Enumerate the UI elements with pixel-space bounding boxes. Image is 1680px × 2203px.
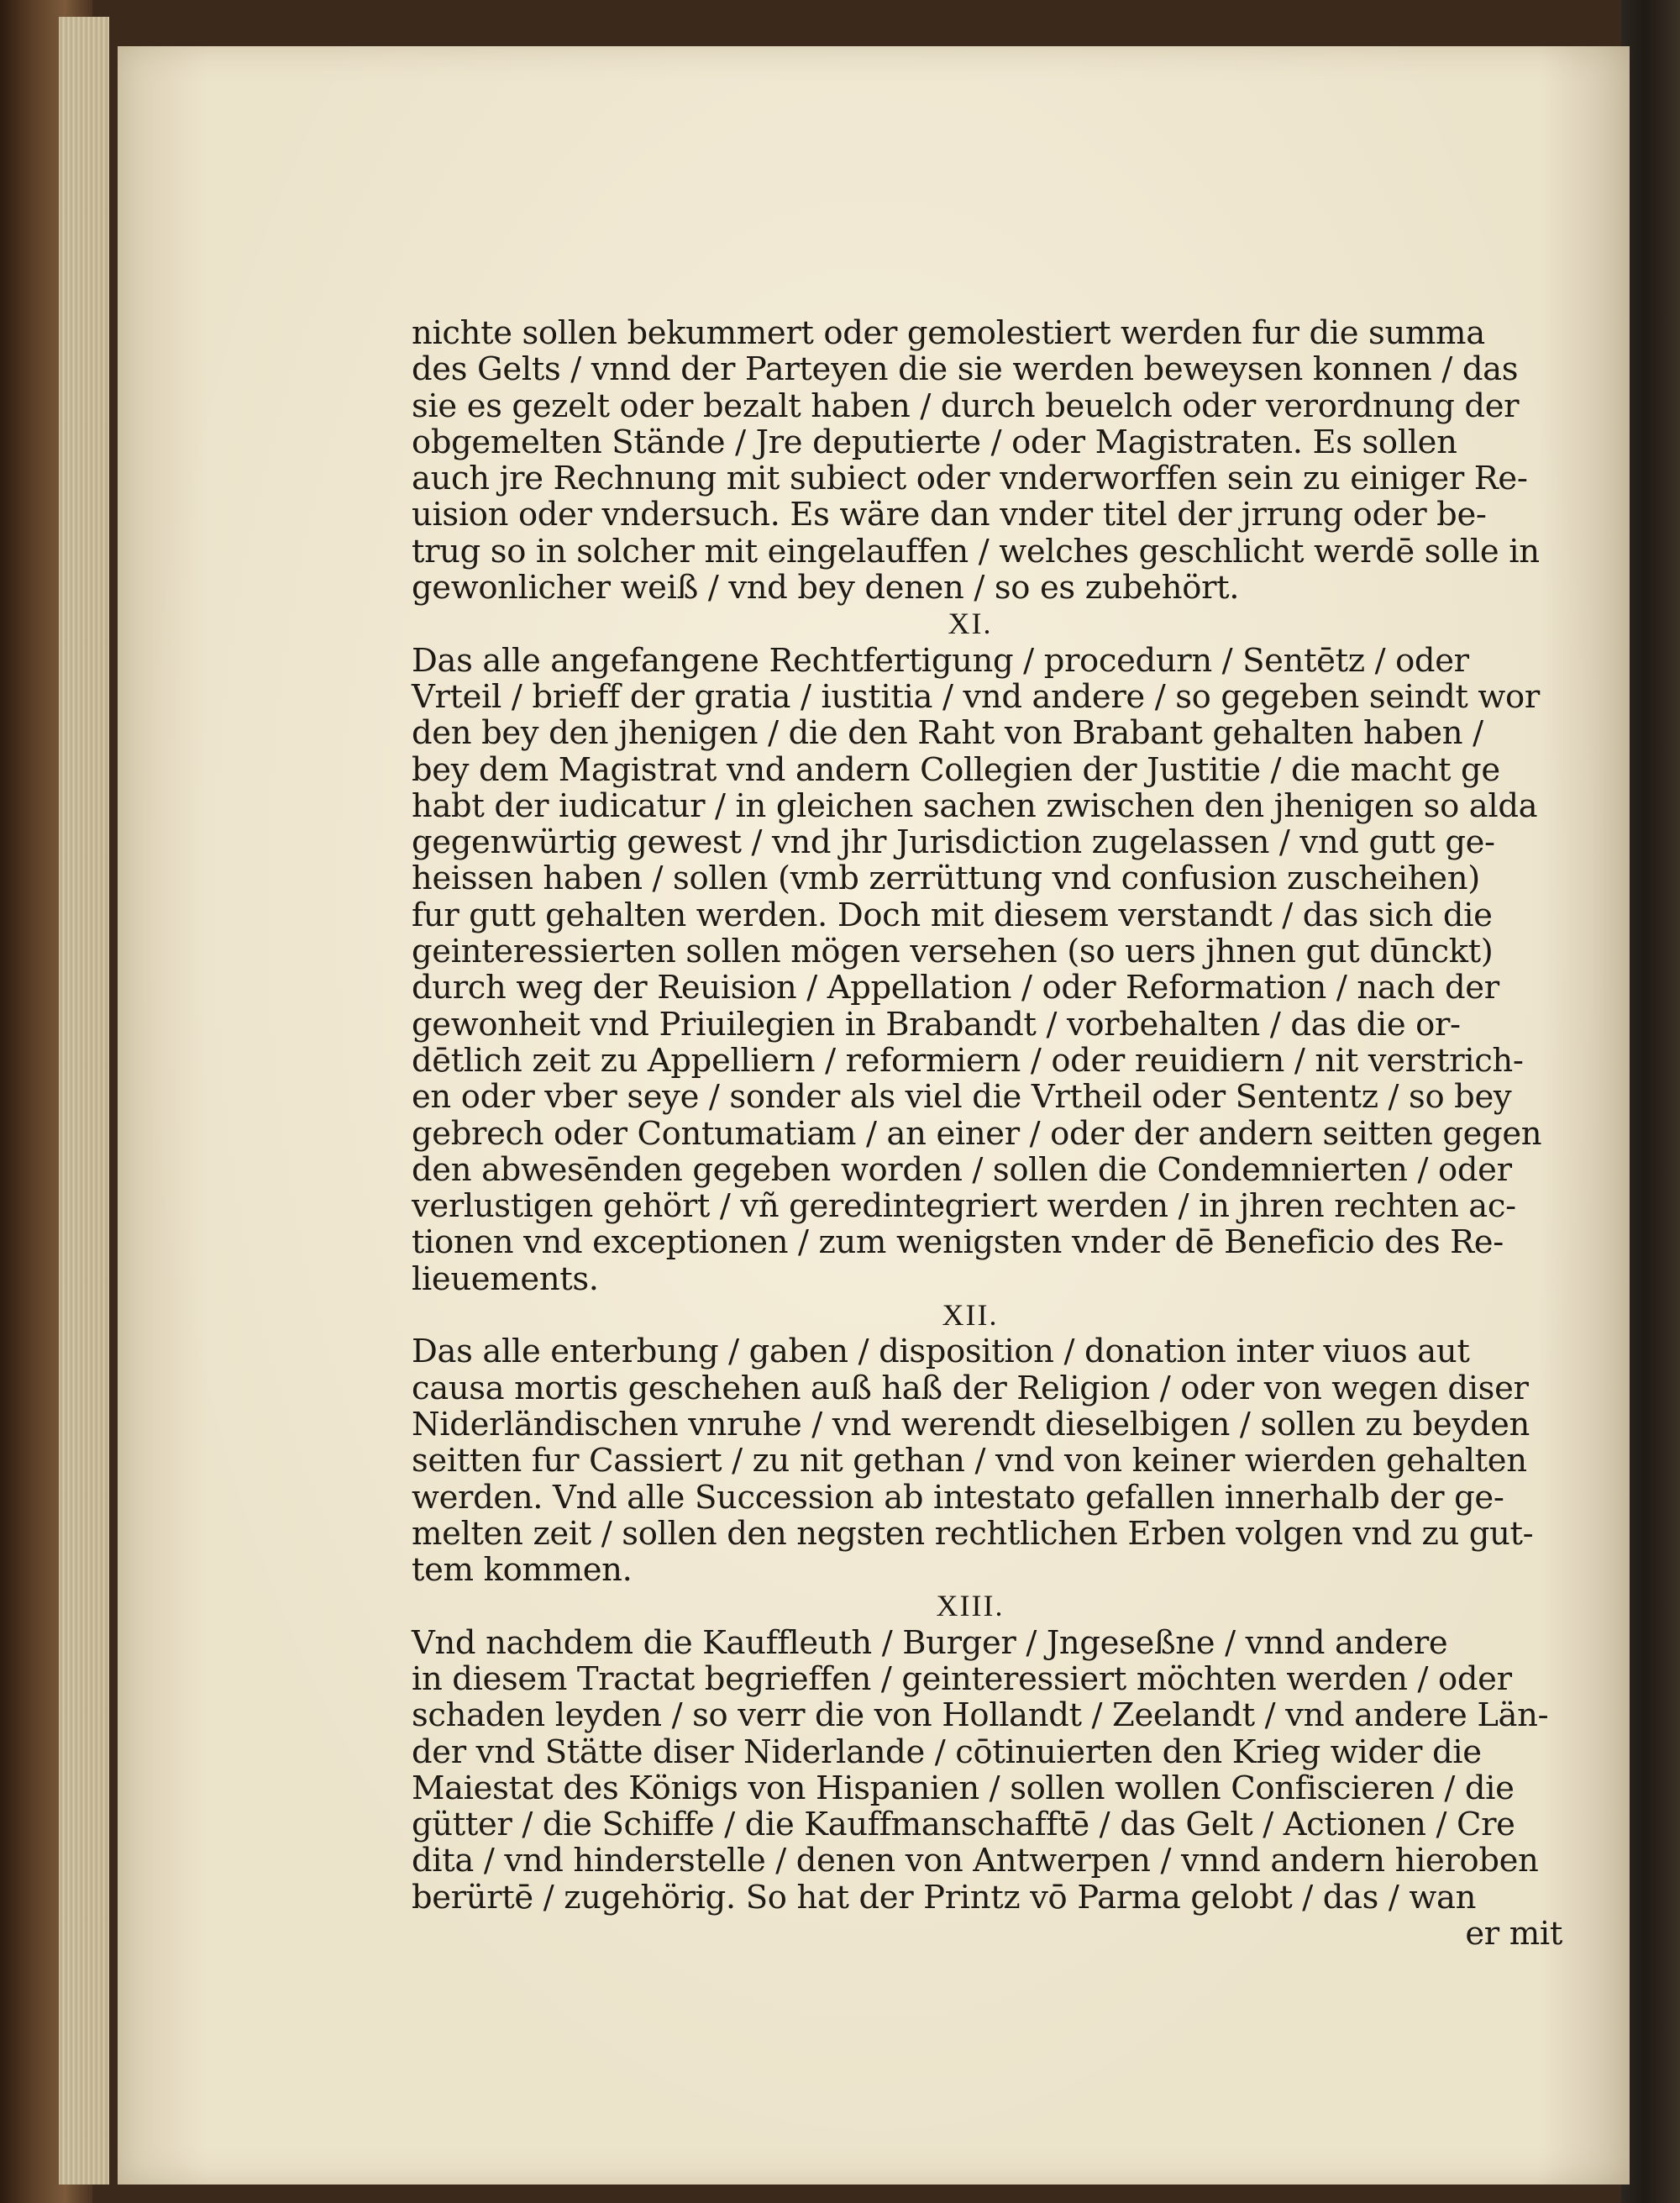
- text-line: tionen vnd exceptionen / zum wenigsten vnder dē Beneficio des Re-: [412, 1223, 1504, 1262]
- text-line: der vnd Stätte diser Niderlande / cōtinuierten den Krieg wider die: [412, 1732, 1482, 1771]
- page-edges: [59, 17, 109, 2185]
- text-line: den abwesēnden gegeben worden / sollen die Condemnierten / oder: [412, 1150, 1512, 1189]
- text-line: trug so in solcher mit eingelauffen / welches geschlicht werdē solle in: [412, 532, 1540, 570]
- text-line: auch jre Rechnung mit subiect oder vnderworffen sein zu einiger Re-: [412, 460, 1528, 498]
- text-line: des Gelts / vnnd der Parteyen die sie werden beweysen konnen / das: [412, 350, 1519, 389]
- text-line: habt der iudicatur / in gleichen sachen zwischen den jhenigen so alda: [412, 786, 1538, 825]
- text-line: gegenwürtig gewest / vnd jhr Jurisdiction zugelassen / vnd gutt ge-: [412, 823, 1495, 862]
- text-line: fur gutt gehalten werden. Doch mit diesem verstandt / das sich die: [412, 896, 1493, 934]
- catchword: er mit: [1465, 1915, 1562, 1953]
- text-line: heissen haben / sollen (vmb zerrüttung vnd confusion zuscheihen): [412, 860, 1480, 898]
- text-line: en oder vber seye / sonder als viel die Vrtheil oder Sententz / so bey: [412, 1078, 1512, 1117]
- text-line: Maiestat des Königs von Hispanien / sollen wollen Confiscieren / die: [412, 1769, 1515, 1807]
- text-line: bey dem Magistrat vnd andern Collegien der Justitie / die macht ge: [412, 750, 1500, 789]
- text-line: berürtē / zugehörig. So hat der Printz vō Parma gelobt / das / wan: [412, 1878, 1477, 1916]
- text-line: uision oder vndersuch. Es wäre dan vnder titel der jrrung oder be-: [412, 496, 1487, 534]
- text-line: schaden leyden / so verr die von Hollandt / Zeelandt / vnd andere Län-: [412, 1696, 1549, 1735]
- text-line: dita / vnd hinderstelle / denen von Antwerpen / vnnd andern hieroben: [412, 1842, 1539, 1880]
- text-line: werden. Vnd alle Succession ab intestato gefallen innerhalb der ge-: [412, 1478, 1504, 1517]
- text-line: sie es gezelt oder bezalt haben / durch beuelch oder verordnung der: [412, 386, 1520, 425]
- text-line: durch weg der Reuision / Appellation / oder Reformation / nach der: [412, 969, 1499, 1007]
- text-line: Vnd nachdem die Kauffleuth / Burger / Jngeseßne / vnnd andere: [412, 1623, 1448, 1662]
- text-line: den bey den jhenigen / die den Raht von Brabant gehalten haben /: [412, 714, 1483, 753]
- text-line: nichte sollen bekummert oder gemolestiert werden fur die summa: [412, 314, 1485, 352]
- text-line: tem kommen.: [412, 1551, 633, 1590]
- page-sheet: [118, 46, 1630, 2185]
- text-line: melten zeit / sollen den negsten rechtlichen Erben volgen vnd zu gut-: [412, 1514, 1534, 1553]
- text-block: [412, 315, 1562, 1952]
- text-line: seitten fur Cassiert / zu nit gethan / vnd von keiner wierden gehalten: [412, 1442, 1527, 1480]
- text-line: lieuements.: [412, 1259, 599, 1298]
- section-heading: XII.: [942, 1298, 999, 1333]
- section-heading: XIII.: [936, 1589, 1005, 1623]
- text-line: gütter / die Schiffe / die Kauffmanschafftē / das Gelt / Actionen / Cre: [412, 1806, 1515, 1844]
- text-line: geinteressierten sollen mögen versehen (so uers jhnen gut dūnckt): [412, 933, 1494, 971]
- text-line: verlustigen gehört / vñ geredintegriert werden / in jhren rechten ac-: [412, 1187, 1516, 1226]
- text-line: Das alle enterbung / gaben / disposition / donation inter viuos aut: [412, 1333, 1470, 1371]
- text-line: Das alle angefangene Rechtfertigung / procedurn / Sentētz / oder: [412, 641, 1469, 680]
- text-line: gewonlicher weiß / vnd bey denen / so es zubehört.: [412, 569, 1240, 607]
- text-line: Niderländischen vnruhe / vnd werendt dieselbigen / sollen zu beyden: [412, 1405, 1530, 1443]
- text-line: gewonheit vnd Priuilegien in Brabandt / vorbehalten / das die or-: [412, 1005, 1461, 1044]
- text-line: causa mortis geschehen auß haß der Religion / oder von wegen diser: [412, 1369, 1529, 1407]
- text-line: gebrech oder Contumatiam / an einer / oder der andern seitten gegen: [412, 1114, 1542, 1153]
- text-line: in diesem Tractat begrieffen / geinteressiert möchten werden / oder: [412, 1659, 1512, 1698]
- section-heading: XI.: [948, 607, 993, 641]
- text-line: dētlich zeit zu Appelliern / reformiern / oder reuidiern / nit verstrich-: [412, 1041, 1524, 1080]
- text-line: obgemelten Stände / Jre deputierte / oder Magistraten. Es sollen: [412, 423, 1457, 461]
- text-line: Vrteil / brieff der gratia / iustitia / vnd andere / so gegeben seindt wor: [412, 677, 1540, 716]
- book-binding-right: [1621, 0, 1680, 2203]
